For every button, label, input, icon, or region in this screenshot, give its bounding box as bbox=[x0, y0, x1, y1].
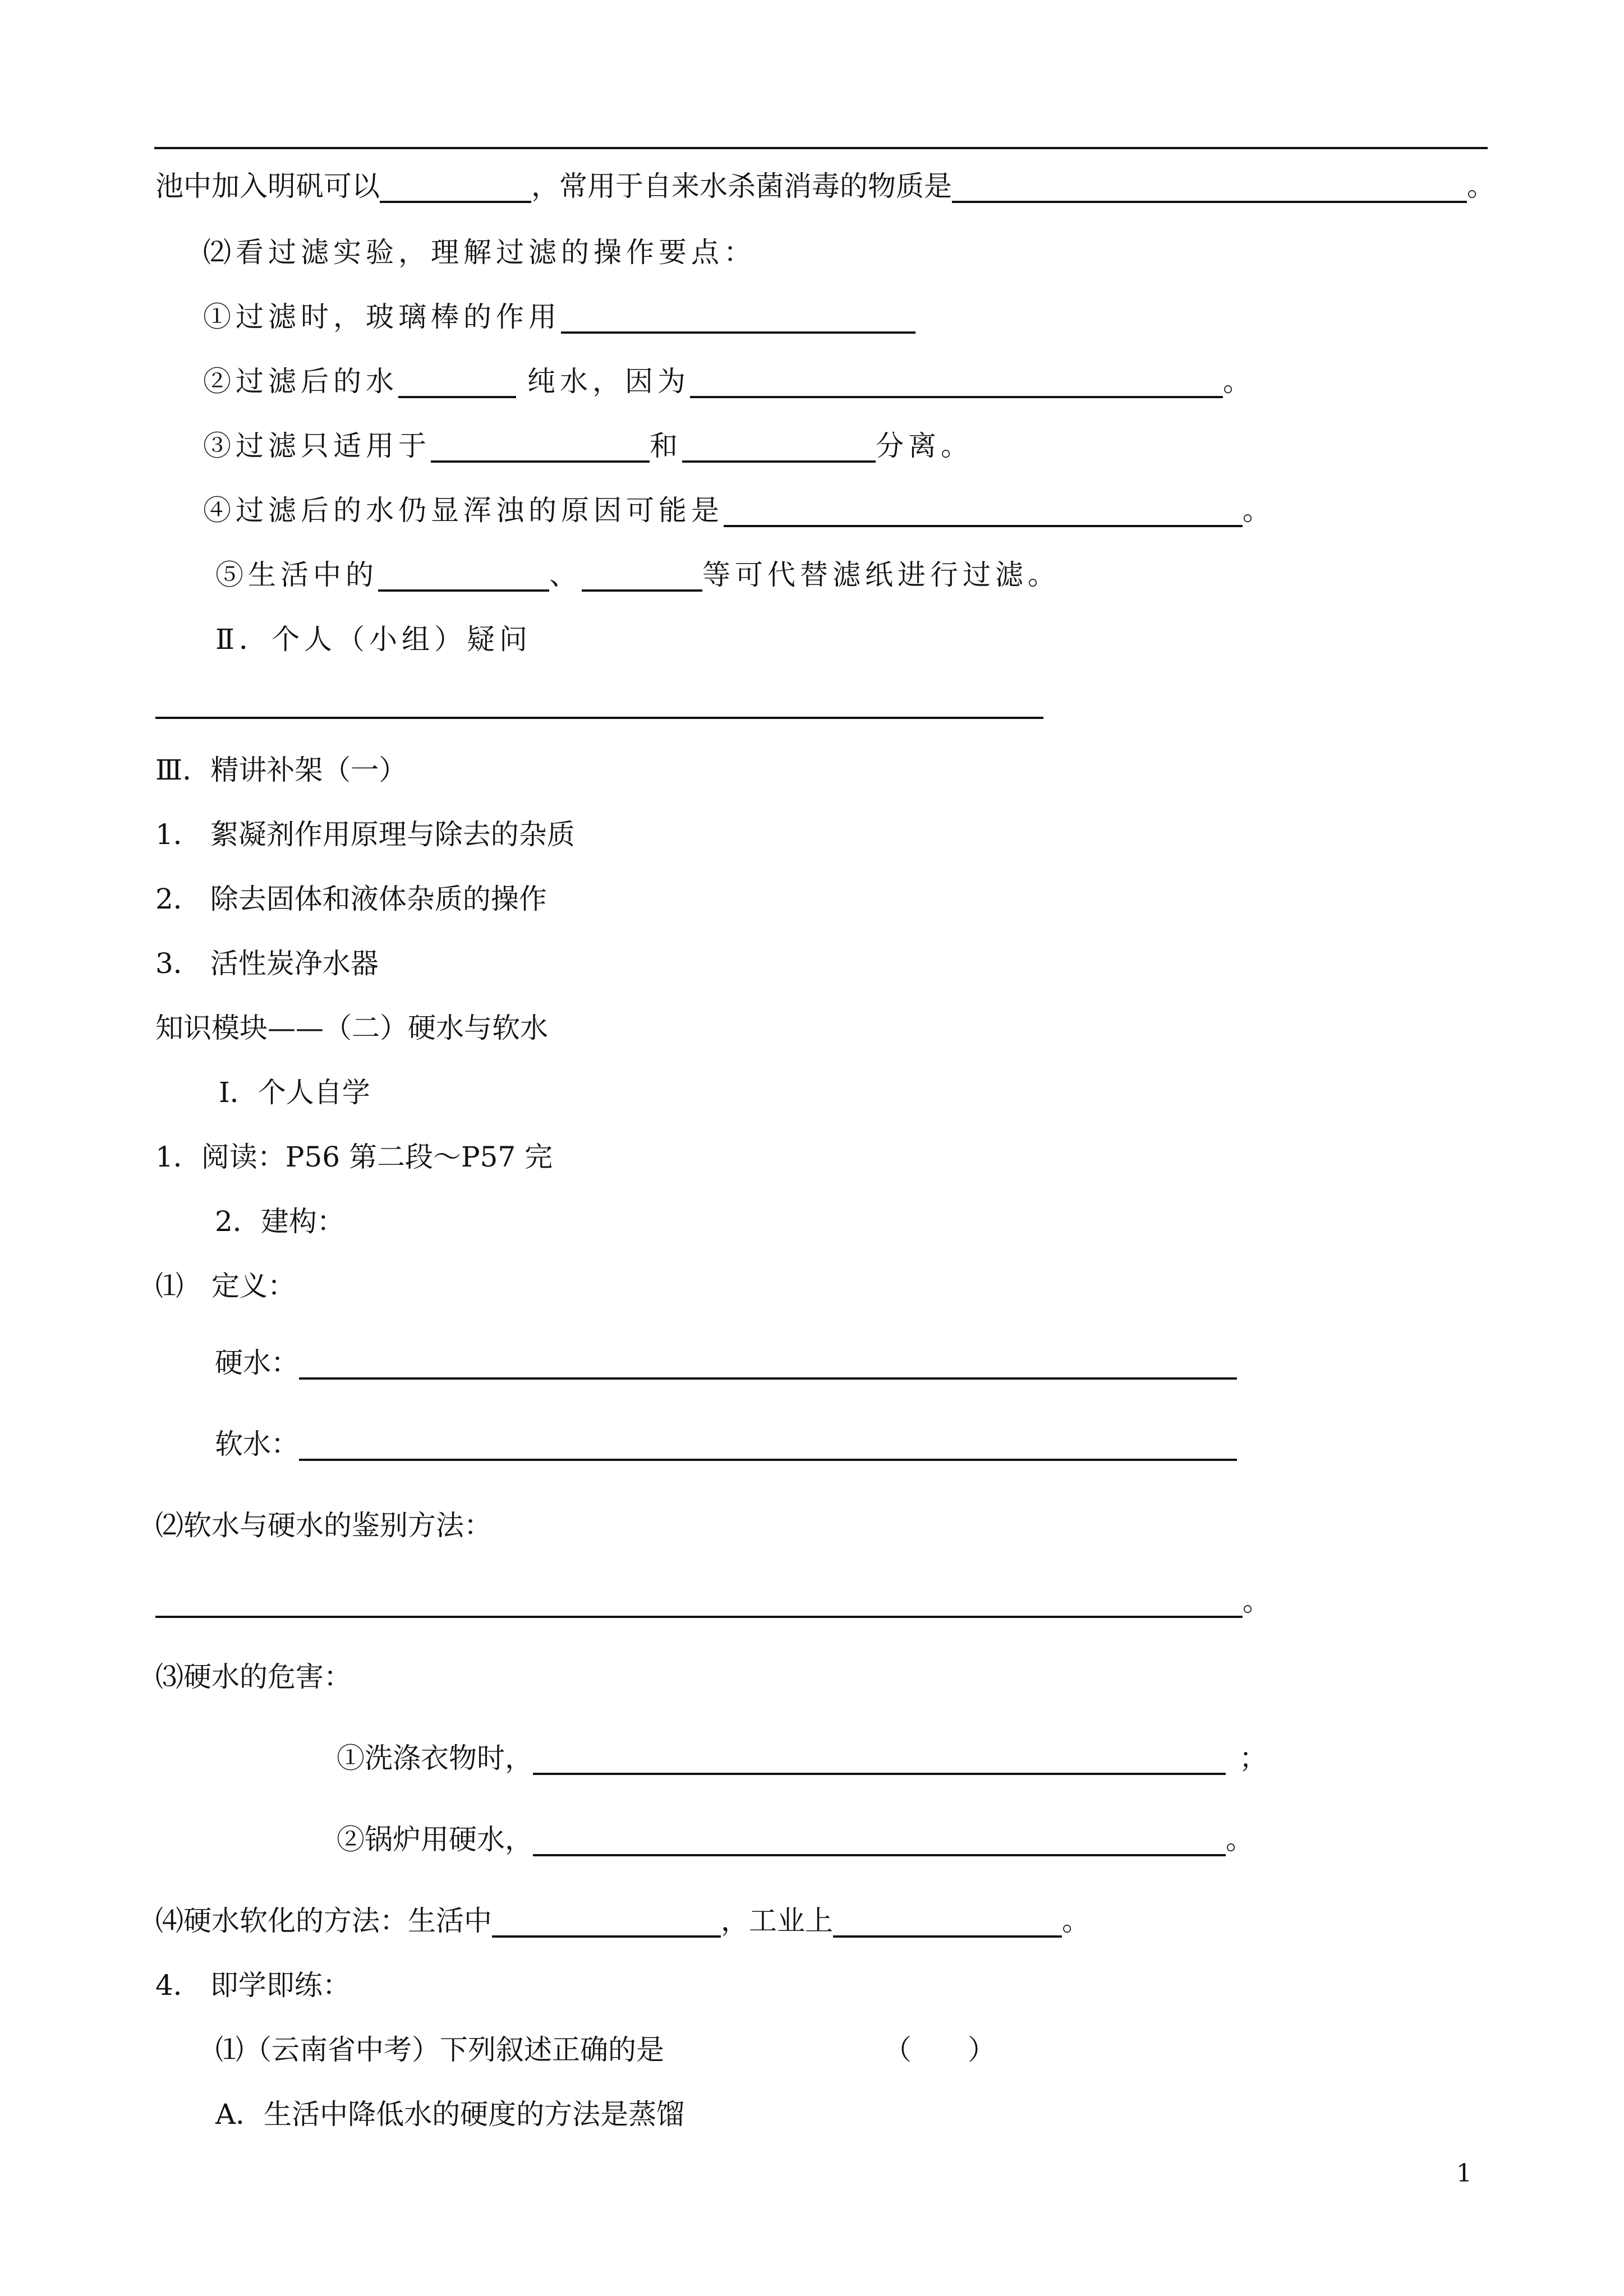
item-text: 1． 絮凝剂作用原理与除去的杂质 bbox=[155, 818, 575, 851]
definition-heading bbox=[155, 1269, 296, 1303]
question-text: ⑴（云南省中考）下列叙述正确的是 bbox=[215, 2034, 664, 2066]
heading-text: ⑵看过滤实验，理解过滤的操作要点： bbox=[203, 236, 756, 269]
paren-text: （ ） bbox=[884, 2034, 996, 2066]
heading-text: 4． 即学即练： bbox=[155, 1969, 351, 2002]
text: 。 bbox=[1223, 365, 1255, 398]
lecture-heading bbox=[155, 753, 407, 787]
text: 。 bbox=[1243, 1585, 1271, 1617]
item-text: 3． 活性炭净水器 bbox=[155, 947, 379, 980]
text: ②过滤后的水 bbox=[203, 365, 398, 398]
text: 分离。 bbox=[876, 430, 973, 462]
questions-answer-line[interactable] bbox=[155, 717, 1043, 719]
text: ； bbox=[1239, 1742, 1267, 1774]
filtration-heading bbox=[203, 236, 756, 269]
text: ④过滤后的水仍显浑浊的原因可能是 bbox=[203, 494, 724, 527]
option-a[interactable] bbox=[215, 2097, 684, 2131]
text: 。 bbox=[1226, 1823, 1254, 1856]
text: 。 bbox=[1243, 494, 1275, 527]
harm-laundry bbox=[337, 1741, 1267, 1775]
text: ⑶硬水的危害： bbox=[155, 1661, 352, 1693]
text: ③过滤只适用于 bbox=[203, 430, 431, 462]
heading-text: Ⅲ．精讲补架（一） bbox=[155, 754, 407, 786]
answer-blank[interactable] bbox=[380, 177, 531, 203]
answer-blank[interactable] bbox=[378, 566, 549, 592]
answer-blank[interactable] bbox=[690, 372, 1223, 398]
answer-parentheses[interactable] bbox=[884, 2033, 996, 2067]
text: 和 bbox=[650, 430, 682, 462]
text: ，工业上 bbox=[721, 1905, 833, 1937]
answer-blank[interactable] bbox=[533, 1831, 1226, 1856]
answer-blank[interactable] bbox=[724, 501, 1243, 527]
answer-blank[interactable] bbox=[299, 1354, 1237, 1380]
text: ⑷硬水软化的方法：生活中 bbox=[155, 1905, 492, 1937]
text: ⑤生活中的 bbox=[215, 559, 378, 591]
module-heading bbox=[155, 1011, 548, 1045]
page-number: 1 bbox=[1456, 2159, 1472, 2188]
answer-blank[interactable] bbox=[533, 1749, 1226, 1775]
answer-blank[interactable] bbox=[582, 566, 702, 592]
text: 、 bbox=[549, 559, 582, 591]
option-text: A．生活中降低水的硬度的方法是蒸馏 bbox=[215, 2098, 685, 2131]
personal-questions-heading bbox=[215, 623, 532, 656]
text: 2．建构： bbox=[215, 1205, 345, 1238]
text: 。 bbox=[1467, 170, 1495, 202]
text: ①洗涤衣物时， bbox=[337, 1742, 533, 1774]
practice-question-1 bbox=[215, 2033, 664, 2067]
text: 1．阅读：P56 第二段～P57 完 bbox=[155, 1141, 553, 1173]
filtration-q1 bbox=[203, 300, 915, 334]
text: 纯水，因为 bbox=[527, 365, 690, 398]
soft-water-definition bbox=[215, 1427, 1237, 1461]
answer-blank[interactable] bbox=[398, 372, 516, 398]
text: ，常用于自来水杀菌消毒的物质是 bbox=[531, 170, 952, 202]
lecture-item bbox=[155, 818, 575, 851]
lecture-item bbox=[155, 882, 547, 916]
answer-blank[interactable] bbox=[299, 1435, 1237, 1461]
identify-answer bbox=[155, 1584, 1271, 1618]
heading-text: Ⅱ．个人（小组）疑问 bbox=[215, 623, 532, 656]
text: 池中加入明矾可以 bbox=[155, 170, 380, 202]
text: 等可代替滤纸进行过滤。 bbox=[702, 559, 1060, 591]
answer-blank[interactable] bbox=[682, 437, 876, 463]
build-line bbox=[215, 1205, 345, 1238]
practice-heading bbox=[155, 1968, 351, 2002]
heading-text: 知识模块——（二）硬水与软水 bbox=[155, 1012, 548, 1044]
harm-boiler bbox=[337, 1823, 1254, 1856]
answer-blank[interactable] bbox=[952, 177, 1467, 203]
softening-line bbox=[155, 1904, 1090, 1938]
hard-water-definition bbox=[215, 1346, 1237, 1380]
text: ⑴ 定义： bbox=[155, 1270, 296, 1302]
identify-heading bbox=[155, 1509, 492, 1542]
label: 软水： bbox=[215, 1428, 299, 1460]
alum-line bbox=[155, 169, 1495, 203]
filtration-q2 bbox=[203, 365, 1255, 398]
answer-blank[interactable] bbox=[833, 1912, 1062, 1938]
answer-blank[interactable] bbox=[492, 1912, 721, 1938]
filtration-q4 bbox=[203, 494, 1275, 527]
self-study-heading bbox=[219, 1076, 370, 1109]
label: 硬水： bbox=[215, 1347, 299, 1379]
heading-text: Ⅰ．个人自学 bbox=[219, 1076, 370, 1109]
item-text: 2． 除去固体和液体杂质的操作 bbox=[155, 883, 547, 915]
filtration-q3 bbox=[203, 429, 973, 463]
answer-blank[interactable] bbox=[431, 437, 650, 463]
answer-blank[interactable] bbox=[561, 308, 915, 334]
lecture-item bbox=[155, 947, 379, 980]
text: ②锅炉用硬水， bbox=[337, 1823, 533, 1856]
top-rule bbox=[154, 147, 1488, 149]
reading-line bbox=[155, 1140, 553, 1174]
answer-blank[interactable] bbox=[155, 1592, 1243, 1618]
text: ①过滤时，玻璃棒的作用 bbox=[203, 301, 561, 333]
text: 。 bbox=[1062, 1905, 1090, 1937]
harm-heading bbox=[155, 1660, 352, 1694]
filtration-q5 bbox=[215, 558, 1060, 592]
text: ⑵软水与硬水的鉴别方法： bbox=[155, 1509, 492, 1542]
